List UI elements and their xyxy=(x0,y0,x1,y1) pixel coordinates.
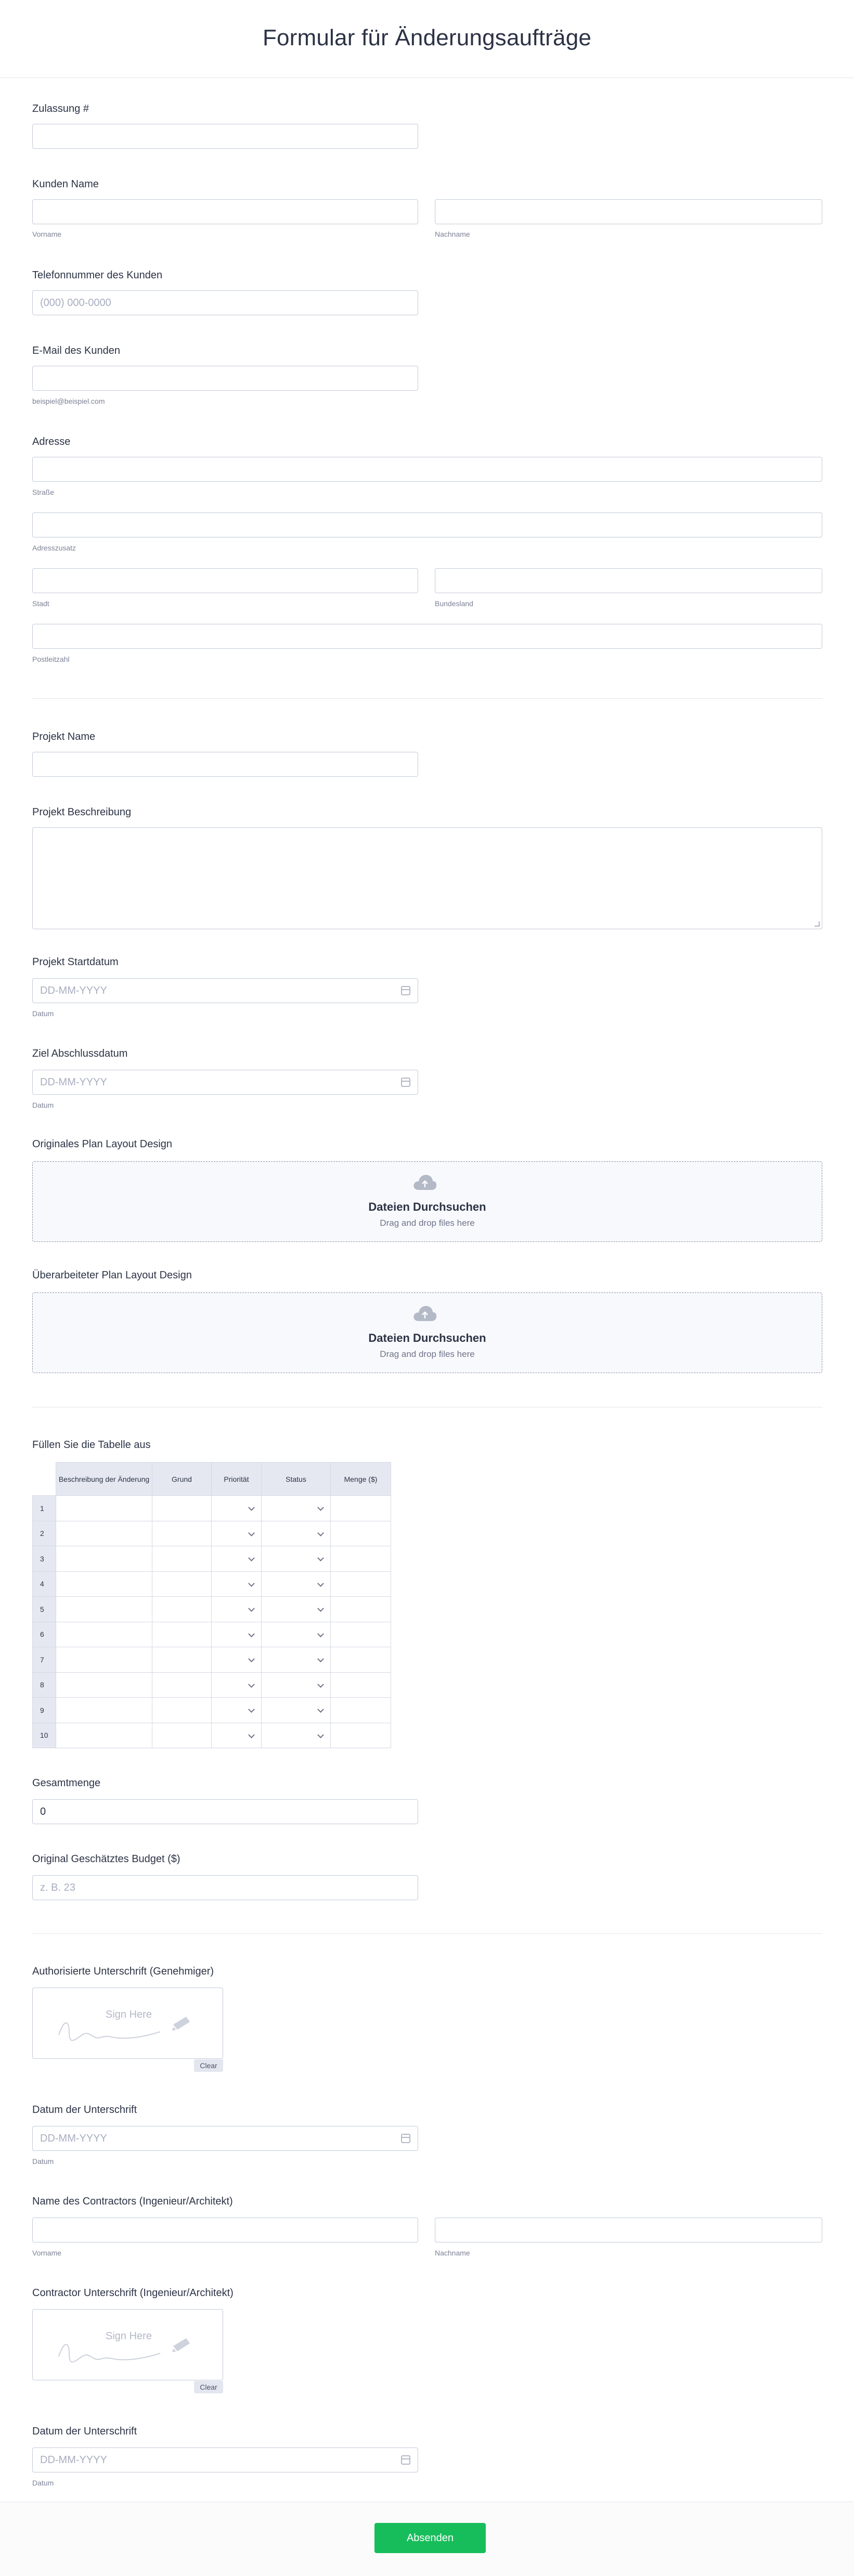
datum-unterschrift-2-placeholder: DD-MM-YYYY xyxy=(40,2454,107,2466)
rev-plan-hint: Drag and drop files here xyxy=(380,1349,475,1359)
cloud-upload-icon xyxy=(412,1304,437,1322)
row-header: 1 xyxy=(33,1496,56,1521)
zulassung-input[interactable] xyxy=(32,124,418,149)
rev-plan-label: Überarbeiteter Plan Layout Design xyxy=(32,1270,192,1281)
table-input-cell[interactable] xyxy=(152,1698,212,1723)
chevron-down-icon[interactable] xyxy=(262,1673,330,1698)
contractor-unterschrift-label: Contractor Unterschrift (Ingenieur/Architekt) xyxy=(32,2287,234,2299)
table-select-cell[interactable] xyxy=(212,1496,262,1521)
adresse-label: Adresse xyxy=(32,436,71,447)
table-select-cell[interactable] xyxy=(262,1647,331,1673)
table-select-cell[interactable] xyxy=(212,1622,262,1647)
table-select-cell[interactable] xyxy=(262,1622,331,1647)
section-divider xyxy=(32,1933,822,1934)
table-input-cell[interactable] xyxy=(331,1622,391,1647)
datum-unterschrift-2-label: Datum der Unterschrift xyxy=(32,2426,137,2437)
chevron-down-icon[interactable] xyxy=(212,1496,261,1521)
orig-plan-label: Originales Plan Layout Design xyxy=(32,1138,173,1150)
bundesland-sublabel: Bundesland xyxy=(435,599,473,608)
telefon-label: Telefonnummer des Kunden xyxy=(32,270,163,281)
form-title: Formular für Änderungsaufträge xyxy=(262,25,592,50)
email-input[interactable] xyxy=(32,366,418,391)
projekt-name-input[interactable] xyxy=(32,752,418,777)
change-table xyxy=(32,1462,391,1748)
telefon-input[interactable]: (000) 000-0000 xyxy=(32,290,418,315)
chevron-down-icon[interactable] xyxy=(262,1546,330,1571)
vorname-sublabel: Vorname xyxy=(32,2249,62,2257)
table-input-cell[interactable] xyxy=(152,1723,212,1748)
ziel-abschluss-input[interactable] xyxy=(32,1070,418,1095)
clear-signature-button[interactable]: Clear xyxy=(194,2059,223,2072)
table-select-cell[interactable] xyxy=(262,1496,331,1521)
table-select-cell[interactable] xyxy=(262,1521,331,1546)
calendar-icon[interactable] xyxy=(401,986,410,995)
row-header: 3 xyxy=(33,1546,56,1572)
chevron-down-icon[interactable] xyxy=(212,1698,261,1723)
chevron-down-icon[interactable] xyxy=(262,1698,330,1723)
row-header: 5 xyxy=(33,1597,56,1622)
table-input-cell[interactable] xyxy=(331,1521,391,1546)
nachname-sublabel: Nachname xyxy=(435,230,470,238)
table-input-cell[interactable] xyxy=(56,1597,152,1622)
chevron-down-icon[interactable] xyxy=(212,1723,261,1748)
chevron-down-icon[interactable] xyxy=(212,1521,261,1546)
sign-here-text: Sign Here xyxy=(106,2009,152,2020)
table-input-cell[interactable] xyxy=(56,1647,152,1673)
row-header: 6 xyxy=(33,1622,56,1647)
table-row xyxy=(33,1723,391,1748)
email-label: E-Mail des Kunden xyxy=(32,345,120,356)
orig-plan-hint: Drag and drop files here xyxy=(380,1218,475,1228)
table-select-cell[interactable] xyxy=(212,1698,262,1723)
table-header-row xyxy=(33,1463,391,1496)
kunden-vorname-input[interactable] xyxy=(32,199,418,224)
contractor-nachname-input[interactable] xyxy=(435,2218,822,2242)
chevron-down-icon[interactable] xyxy=(262,1572,330,1597)
cloud-upload-icon xyxy=(412,1173,437,1191)
row-header: 10 xyxy=(33,1723,56,1748)
gesamtmenge-label: Gesamtmenge xyxy=(32,1777,101,1789)
adresszusatz-input[interactable] xyxy=(32,512,822,537)
contractor-vorname-input[interactable] xyxy=(32,2218,418,2242)
clear-signature-button[interactable]: Clear xyxy=(194,2381,223,2393)
signature-pad-contractor[interactable] xyxy=(32,2309,223,2380)
submit-button[interactable]: Absenden xyxy=(374,2523,486,2553)
projekt-start-input[interactable] xyxy=(32,978,418,1003)
table-row xyxy=(33,1571,391,1597)
rev-plan-upload[interactable] xyxy=(32,1292,822,1373)
stadt-sublabel: Stadt xyxy=(32,599,49,608)
table-select-cell[interactable] xyxy=(212,1571,262,1597)
contractor-name-label: Name des Contractors (Ingenieur/Architekt) xyxy=(32,2196,233,2207)
table-input-cell[interactable] xyxy=(56,1723,152,1748)
table-row xyxy=(33,1496,391,1521)
sign-here-text: Sign Here xyxy=(106,2330,152,2342)
calendar-icon[interactable] xyxy=(401,2134,410,2143)
gesamtmenge-input[interactable]: 0 xyxy=(32,1799,418,1824)
projekt-start-placeholder: DD-MM-YYYY xyxy=(40,984,107,996)
datum-unterschrift-2-sublabel: Datum xyxy=(32,2479,54,2487)
form-header xyxy=(0,0,854,78)
signature-pad-genehmiger[interactable] xyxy=(32,1988,223,2059)
unterschrift-genehmiger-label: Authorisierte Unterschrift (Genehmiger) xyxy=(32,1966,214,1977)
budget-label: Original Geschätztes Budget ($) xyxy=(32,1853,180,1865)
column-header: Priorität xyxy=(212,1463,262,1496)
ziel-abschluss-sublabel: Datum xyxy=(32,1101,54,1109)
calendar-icon[interactable] xyxy=(401,2455,410,2465)
table-row xyxy=(33,1622,391,1647)
table-input-cell[interactable] xyxy=(331,1597,391,1622)
table-select-cell[interactable] xyxy=(262,1571,331,1597)
table-row xyxy=(33,1546,391,1572)
table-input-cell[interactable] xyxy=(152,1546,212,1572)
table-input-cell[interactable] xyxy=(152,1571,212,1597)
table-input-cell[interactable] xyxy=(56,1546,152,1572)
chevron-down-icon[interactable] xyxy=(212,1647,261,1672)
nachname-sublabel: Nachname xyxy=(435,2249,470,2257)
table-select-cell[interactable] xyxy=(212,1672,262,1698)
table-input-cell[interactable] xyxy=(56,1571,152,1597)
chevron-down-icon[interactable] xyxy=(212,1622,261,1647)
chevron-down-icon[interactable] xyxy=(262,1521,330,1546)
projekt-name-label: Projekt Name xyxy=(32,731,96,742)
table-select-cell[interactable] xyxy=(212,1723,262,1748)
table-select-cell[interactable] xyxy=(262,1672,331,1698)
chevron-down-icon[interactable] xyxy=(212,1572,261,1597)
table-input-cell[interactable] xyxy=(56,1698,152,1723)
chevron-down-icon[interactable] xyxy=(262,1597,330,1622)
table-select-cell[interactable] xyxy=(212,1647,262,1673)
datum-unterschrift-2-input[interactable] xyxy=(32,2447,418,2472)
table-input-cell[interactable] xyxy=(331,1546,391,1572)
bundesland-input[interactable] xyxy=(435,568,822,593)
table-select-cell[interactable] xyxy=(212,1597,262,1622)
column-header: Status xyxy=(262,1463,331,1496)
chevron-down-icon[interactable] xyxy=(262,1496,330,1521)
datum-unterschrift-1-sublabel: Datum xyxy=(32,2157,54,2165)
budget-input[interactable]: z. B. 23 xyxy=(32,1875,418,1900)
row-header: 8 xyxy=(33,1672,56,1698)
email-sublabel: beispiel@beispiel.com xyxy=(32,397,105,405)
table-select-cell[interactable] xyxy=(212,1521,262,1546)
table-select-cell[interactable] xyxy=(262,1723,331,1748)
chevron-down-icon[interactable] xyxy=(212,1597,261,1622)
chevron-down-icon[interactable] xyxy=(212,1546,261,1571)
projekt-start-label: Projekt Startdatum xyxy=(32,956,119,968)
ziel-abschluss-label: Ziel Abschlussdatum xyxy=(32,1048,128,1059)
chevron-down-icon[interactable] xyxy=(262,1723,330,1748)
table-input-cell[interactable] xyxy=(331,1698,391,1723)
table-input-cell[interactable] xyxy=(56,1496,152,1521)
table-input-cell[interactable] xyxy=(56,1672,152,1698)
tabelle-label: Füllen Sie die Tabelle aus xyxy=(32,1439,151,1451)
table-select-cell[interactable] xyxy=(262,1597,331,1622)
vorname-sublabel: Vorname xyxy=(32,230,62,238)
section-divider xyxy=(32,698,822,699)
column-header: Grund xyxy=(152,1463,212,1496)
strasse-input[interactable] xyxy=(32,457,822,482)
signature-placeholder-icon xyxy=(54,2009,210,2050)
datum-unterschrift-1-placeholder: DD-MM-YYYY xyxy=(40,2132,107,2144)
projekt-beschreibung-textarea[interactable] xyxy=(32,827,822,929)
stadt-input[interactable] xyxy=(32,568,418,593)
table-input-cell[interactable] xyxy=(331,1496,391,1521)
calendar-icon[interactable] xyxy=(401,1078,410,1087)
table-input-cell[interactable] xyxy=(152,1647,212,1673)
row-header: 7 xyxy=(33,1647,56,1673)
strasse-sublabel: Straße xyxy=(32,488,55,496)
table-input-cell[interactable] xyxy=(56,1622,152,1647)
zulassung-label: Zulassung # xyxy=(32,103,89,114)
ziel-abschluss-placeholder: DD-MM-YYYY xyxy=(40,1076,107,1088)
table-input-cell[interactable] xyxy=(331,1571,391,1597)
kunden-name-label: Kunden Name xyxy=(32,178,99,190)
row-header: 9 xyxy=(33,1698,56,1723)
table-input-cell[interactable] xyxy=(152,1622,212,1647)
resize-handle[interactable] xyxy=(814,921,820,927)
datum-unterschrift-1-label: Datum der Unterschrift xyxy=(32,2104,137,2116)
table-input-cell[interactable] xyxy=(331,1723,391,1748)
row-header: 2 xyxy=(33,1521,56,1546)
table-row xyxy=(33,1647,391,1673)
postleitzahl-input[interactable] xyxy=(32,624,822,649)
table-select-cell[interactable] xyxy=(262,1698,331,1723)
row-header: 4 xyxy=(33,1571,56,1597)
table-input-cell[interactable] xyxy=(152,1672,212,1698)
orig-plan-browse-button[interactable]: Dateien Durchsuchen xyxy=(368,1200,486,1213)
adresszusatz-sublabel: Adresszusatz xyxy=(32,544,76,552)
datum-unterschrift-1-input[interactable] xyxy=(32,2126,418,2151)
table-row xyxy=(33,1521,391,1546)
table-select-cell[interactable] xyxy=(212,1546,262,1572)
table-input-cell[interactable] xyxy=(331,1647,391,1673)
table-input-cell[interactable] xyxy=(152,1597,212,1622)
projekt-start-sublabel: Datum xyxy=(32,1009,54,1018)
projekt-beschreibung-label: Projekt Beschreibung xyxy=(32,806,132,818)
postleitzahl-sublabel: Postleitzahl xyxy=(32,655,70,663)
table-input-cell[interactable] xyxy=(56,1521,152,1546)
table-select-cell[interactable] xyxy=(262,1546,331,1572)
signature-placeholder-icon xyxy=(54,2330,210,2372)
table-input-cell[interactable] xyxy=(331,1672,391,1698)
orig-plan-upload[interactable] xyxy=(32,1161,822,1242)
chevron-down-icon[interactable] xyxy=(212,1673,261,1698)
table-row xyxy=(33,1597,391,1622)
table-row xyxy=(33,1698,391,1723)
table-row xyxy=(33,1672,391,1698)
chevron-down-icon[interactable] xyxy=(262,1647,330,1672)
table-input-cell[interactable] xyxy=(152,1496,212,1521)
table-input-cell[interactable] xyxy=(152,1521,212,1546)
table-corner xyxy=(33,1463,56,1496)
rev-plan-browse-button[interactable]: Dateien Durchsuchen xyxy=(368,1331,486,1344)
kunden-nachname-input[interactable] xyxy=(435,199,822,224)
column-header: Beschreibung der Änderung xyxy=(56,1463,152,1496)
column-header: Menge ($) xyxy=(331,1463,391,1496)
chevron-down-icon[interactable] xyxy=(262,1622,330,1647)
